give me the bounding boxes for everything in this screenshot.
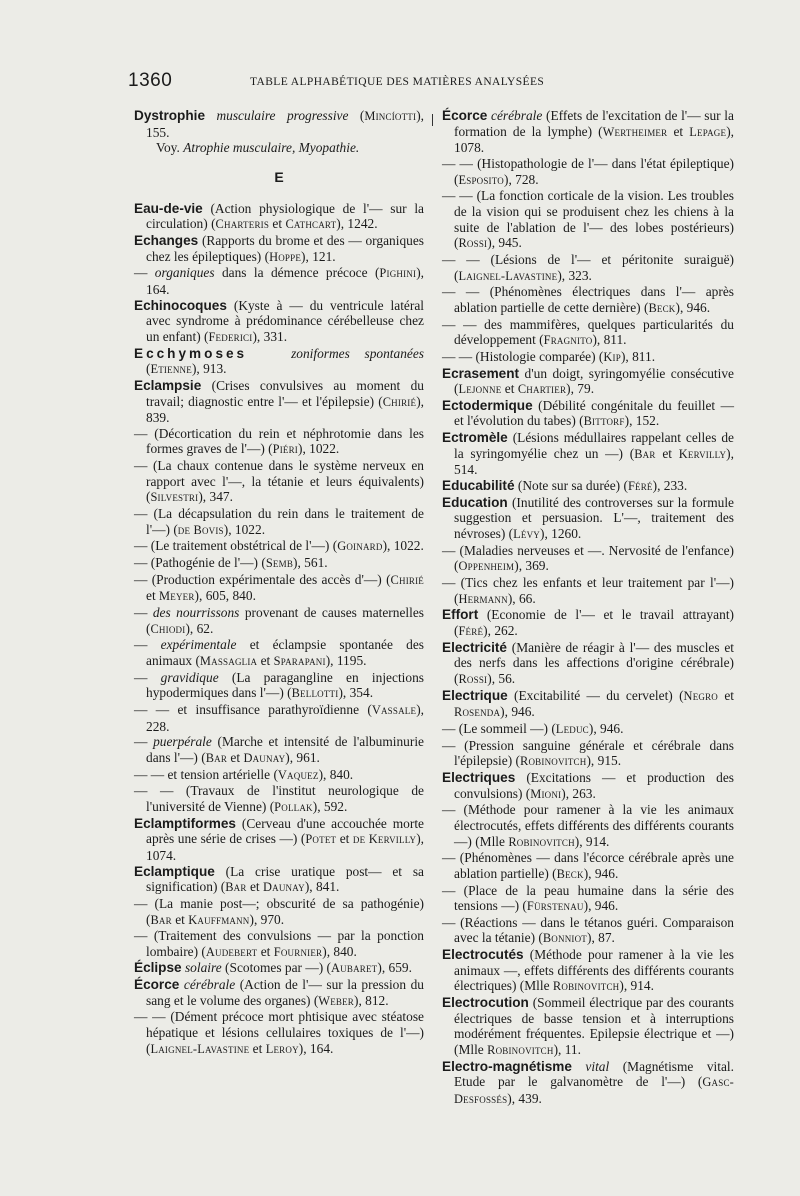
index-entry: — puerpérale (Marche et intensité de l'albuminurie dans l'—) (Bar et Daunay), 961. [134, 734, 424, 765]
index-entry: Écorce cérébrale (Effets de l'excitation de l'— sur la formation de la lymphe) (Wertheimer et Lepage), 1078. [442, 108, 734, 156]
index-entry: — — (Dément précoce mort phtisique avec stéatose hépatique et lésions cellulaires toxiques de l'—) (Laignel-Lavastine et Leroy), 164. [134, 1009, 424, 1056]
index-entry: Éclipse solaire (Scotomes par —) (Aubaret), 659. [134, 960, 412, 976]
index-entry: Educabilité (Note sur sa durée) (Féré), 233. [442, 478, 688, 494]
index-entry: — (Production expérimentale des accès d'—) (Chirié et Meyer), 605, 840. [134, 571, 424, 604]
index-entry: — (La manie post—; obscurité de sa pathogénie) (Bar et Kauffmann), 970. [134, 895, 424, 927]
index-entry: — — (La fonction corticale de la vision. Les troubles de la vision qui se produisent chez les chiens à la suite de l'ablation de l'— des lobes postérieurs) (Rossi), 945. [442, 188, 734, 251]
index-entry: Ecchymoses zoniformes spontanées (Etienne), 913. [134, 345, 424, 377]
index-entry: — (Méthode pour ramener à la vie les animaux électrocutés, effets différents des différents courants —) (Mlle Robinovitch), 914. [442, 802, 734, 849]
index-entry: Echanges (Rapports du brome et des — organiques chez les épileptiques) (Hoppe), 121. [134, 232, 424, 264]
index-entry: — (La décapsulation du rein dans le traitement de l'—) (de Bovis), 1022. [134, 506, 424, 537]
index-entry: — (Phénomènes — dans l'écorce cérébrale après une ablation partielle) (Beck), 946. [442, 850, 734, 881]
page-number: 1360 [128, 70, 173, 91]
index-entry: — — (Phénomènes électriques dans l'— après ablation partielle de cette dernière) (Beck), 946. [442, 284, 734, 315]
index-entry: — (La chaux contenue dans le système nerveux en rapport avec l'—, la tétanie et leurs équivalents) (Silvestri), 347. [134, 458, 424, 505]
index-entry: — expérimentale et éclampsie spontanée des animaux (Massaglia et Sparapani), 1195. [134, 637, 424, 668]
index-entry: — — et insuffisance parathyroïdienne (Vassale), 228. [134, 701, 424, 734]
index-entry: — gravidique (La paragangline en injections hypodermiques dans l'—) (Bellotti), 354. [134, 669, 424, 701]
index-entry: Effort (Economie de l'— et le travail attrayant) (Féré), 262. [442, 607, 734, 638]
index-entry: Electricité (Manière de réagir à l'— des muscles et des nerfs dans les affections d'origine cérébrale) (Rossi), 56. [442, 639, 734, 686]
index-entry: — — (Travaux de l'institut neurologique de l'université de Vienne) (Pollak), 592. [134, 783, 424, 814]
index-entry: Eclampsie (Crises convulsives au moment du travail; diagnostic entre l'— et l'épilepsie) (Chirié), 839. [134, 377, 425, 426]
index-entry: Echinocoques (Kyste à — du ventricule latéral avec syndrome à prédominance cérébelleuse chez un enfant) (Federici), 331. [134, 297, 424, 344]
index-entry: — — et tension artérielle (Vaquez), 840. [134, 766, 354, 782]
index-entry: — (Le sommeil —) (Leduc), 946. [442, 720, 624, 736]
index-entry: — (Maladies nerveuses et —. Nervosité de l'enfance) (Oppenheim), 369. [442, 542, 734, 574]
index-entry: Eclamptiformes (Cerveau d'une accouchée morte après une série de crises —) (Potet et de Kervilly), 1074. [134, 815, 425, 863]
index-entry: — — des mammifères, quelques particularités du développement (Fragnito), 811. [442, 316, 734, 348]
index-entry: — (Réactions — dans le tétanos guéri. Comparaison avec la tétanie) (Bonniot), 87. [442, 914, 734, 946]
index-entry: Écorce cérébrale (Action de l'— sur la pression du sang et le volume des organes) (Weber), 812. [134, 977, 424, 1008]
index-entry: Electro-magnétisme vital (Magnétisme vital. Etude par le galvanomètre de l'—) (Gasc-Desfossés), 439. [442, 1058, 734, 1107]
index-entry: — (Pathogénie de l'—) (Semb), 561. [134, 555, 328, 571]
index-entry: — (Décortication du rein et néphrotomie dans les formes graves de l'—) (Piéri), 1022. [134, 425, 424, 457]
index-entry: Dystrophie musculaire progressive (Mincíotti), 155. Voy. Atrophie musculaire, Myopathie. [134, 108, 424, 156]
column-divider [432, 114, 433, 126]
index-entry: Education (Inutilité des controverses sur la formule suggestion et persuasion. L'—, traitement des névroses) (Lévy), 1260. [442, 494, 734, 542]
index-entry: — (Pression sanguine générale et cérébrale dans l'épilepsie) (Robinovitch), 915. [442, 737, 734, 769]
index-entry: — organiques dans la démence précoce (Pighini), 164. [134, 265, 425, 297]
index-entry: — (Le traitement obstétrical de l'—) (Goinard), 1022. [134, 538, 424, 554]
index-entry: — (Traitement des convulsions — par la ponction lombaire) (Audebert et Fournier), 840. [134, 928, 424, 959]
index-entry: — des nourrissons provenant de causes maternelles (Chiodi), 62. [134, 605, 425, 636]
index-entry: Eau-de-vie (Action physiologique de l'— sur la circulation) (Charteris et Cathcart), 1242. [134, 200, 424, 232]
index-entry: — (Tics chez les enfants et leur traitement par l'—) (Hermann), 66. [442, 575, 734, 606]
index-entry: Eclamptique (La crise uratique post— et sa signification) (Bar et Daunay), 841. [134, 863, 424, 895]
index-entry: — — (Histologie comparée) (Kip), 811. [442, 348, 656, 364]
right-column [442, 108, 734, 1108]
section-letter: E [274, 168, 284, 185]
index-entry: Ecrasement d'un doigt, syringomyélie consécutive (Lejonne et Chartier), 79. [442, 365, 734, 397]
index-entry: Ectodermique (Débilité congénitale du feuillet — et l'évolution du tabes) (Bittorf), 152. [442, 397, 734, 429]
index-entry: — (Place de la peau humaine dans la série des tensions —) (Fürstenau), 946. [442, 882, 734, 914]
index-entry: — — (Lésions de l'— et péritonite suraiguë) (Laignel-Lavastine), 323. [442, 251, 734, 283]
index-entry: — — (Histopathologie de l'— dans l'état épileptique) (Esposito), 728. [442, 155, 734, 187]
index-entry: Electriques (Excitations — et production des convulsions) (Mioni), 263. [442, 769, 734, 801]
index-entry: Electrocution (Sommeil électrique par des courants électriques de basse tension et à interruptions modérément fréquentes. Epilepsie électrique et —) (Mlle Robinovitch), 11. [442, 995, 734, 1058]
index-entry: Electrocutés (Méthode pour ramener à la vie les animaux —, effets différents des différents courants électriques) (Mlle Robinovitch), 914. [442, 947, 734, 994]
page-header [128, 70, 688, 92]
running-title: TABLE ALPHABÉTIQUE DES MATIÈRES ANALYSÉES [250, 76, 545, 88]
index-entry: Ectromèle (Lésions médullaires rappelant celles de la syringomyélie chez un —) (Bar et Kervilly), 514. [442, 430, 734, 478]
left-column [134, 108, 424, 1057]
index-entry: Electrique (Excitabilité — du cervelet) (Negro et Rosenda), 946. [442, 687, 734, 720]
